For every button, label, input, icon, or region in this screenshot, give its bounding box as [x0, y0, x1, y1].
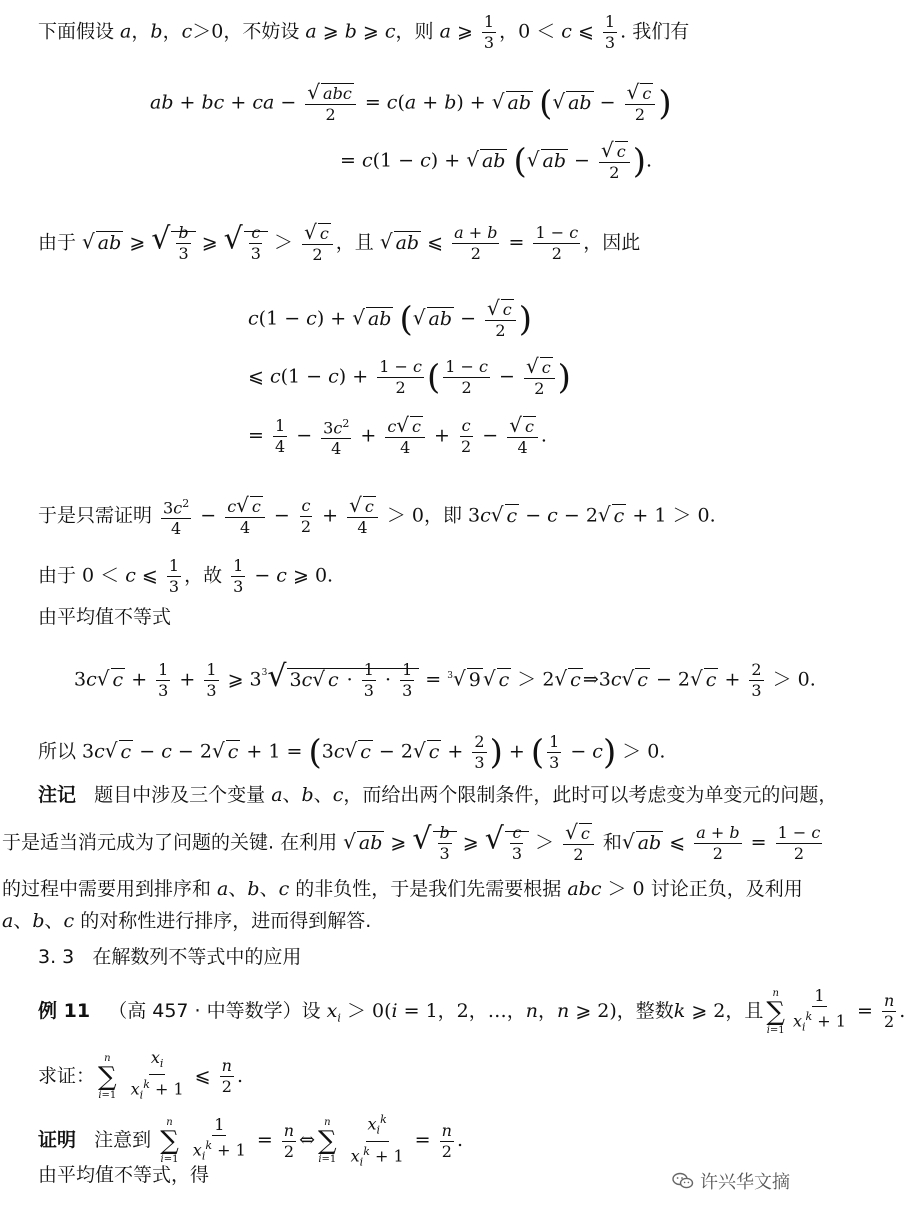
amgm-intro: 由平均值不等式: [38, 606, 172, 628]
proof-line: 证明 注意到 n ∑ i=1 1 $x_i^k + 1$ = $\frac{n}{2}$ ⇔ n ∑ i=1 $x_i^k$ $x_i^k + 1$ = $\frac{n}{2}$ .: [38, 1110, 463, 1172]
chain-line-1: c(1 − c) + √ ab (√ ab − $\frac{√ c}{2}$ ): [248, 296, 533, 340]
section-number: 3. 3: [38, 946, 75, 968]
intro-line: 下面假设 a，b，c＞0，不妨设 a ⩾ b ⩾ c，则 a ⩾ $\frac{1}{3}$ ，0 ＜ c ⩽ $\frac{1}{3}$ . 我们有: [38, 12, 690, 52]
wechat-icon: [672, 1172, 694, 1190]
chain-line-3: = $\frac{1}{4}$ − $\frac{3c^2}{4}$ + $\frac{c√ c}{4}$ + $\frac{c}{2}$ − $\frac{√ c}{4}$ .: [248, 413, 547, 459]
amgm-final-intro: 由平均值不等式，得: [38, 1164, 210, 1186]
watermark-text: 许兴华文摘: [700, 1172, 790, 1193]
equation-2: = c(1 − c) + √ ab (√ ab − $\frac{√ c}{2}$ ).: [340, 138, 653, 182]
chain-line-2: ⩽ c(1 − c) + $\frac{1 - c}{2}$ ( $\frac{1 - c}{2}$ − $\frac{√ c}{2}$ ): [248, 354, 571, 398]
prove-line: 求证： n ∑ i=1 $x_i$ $x_i^k + 1$ ⩽ $\frac{n}{2}$ .: [38, 1048, 243, 1102]
remark-label: 注记: [38, 784, 77, 806]
watermark: [672, 1168, 790, 1194]
proof-label: 证明: [38, 1129, 77, 1152]
remark-line-3: 的过程中需要用到排序和 a、b、c 的非负性，于是我们先需要根据 abc ＞ 0 讨论正负，及利用: [2, 878, 803, 900]
since-c-line: 由于 0 ＜ c ⩽ $\frac{1}{3}$ ，故 $\frac{1}{3}$ − c ⩾ 0.: [38, 556, 334, 596]
remark-line-4: a、b、c 的对称性进行排序，进而得到解答.: [2, 910, 372, 932]
remark-line-2: 于是适当消元成为了问题的关键. 在利用 √ ab ⩾ √ $\frac{b}{3}$ ⩾ √ $\frac{c}{3}$ ＞ $\frac{√ c}{2}$ 和√ ab ⩽ $\frac{a + b}{2}$ = $\frac{1 - c}{2}$: [2, 820, 821, 864]
example-line: 例 11 （高 457 · 中等数学）设 $x_i > 0(i = 1$，2，…，n，n ⩾ 2)，整数k ⩾ 2，且 n ∑ i=1 1 $x_i^k + 1$ = $\frac{n}{2}$ .: [38, 986, 905, 1036]
remark-line-1: 注记 题目中涉及三个变量 a、b、c，而给出两个限制条件，此时可以考虑变为单变元的问题，: [38, 784, 838, 806]
since-line: 由于 √ ab ⩾ √ $\frac{b}{3}$ ⩾ √ $\frac{c}{3}$ ＞ $\frac{√ c}{2}$ ，且 √ ab ⩽ $\frac{a + b}{2}$ = $\frac{1 - c}{2}$ ，因此: [38, 220, 641, 264]
section-heading: [38, 948, 301, 967]
equation-1: ab + bc + ca − √ abc 2 = c(a + b) + √ ab (√ ab − $\frac{√ c}{2}$ ): [150, 80, 672, 124]
example-label: 例 11: [38, 999, 91, 1022]
need-prove-line: 于是只需证明 $\frac{3c^2}{4}$ − $\frac{c√ c}{4}$ − $\frac{c}{2}$ + $\frac{√ c}{4}$ ＞ 0，即 3c√ c − c − 2√ c + 1 ＞ 0.: [38, 493, 716, 539]
section-title: 在解数列不等式中的应用: [92, 946, 302, 968]
therefore-line: 所以 3c√ c − c − 2√ c + 1 = (3c√ c − 2√ c + $\frac{2}{3}$ ) + ( $\frac{1}{3}$ − c) ＞ 0.: [38, 732, 666, 773]
amgm-equation: 3c√ c + $\frac{1}{3}$ + $\frac{1}{3}$ ⩾ $3^3√$ 3c√ c · $\frac{1}{3}$ · $\frac{1}{3}$ = $^3$√ 9 √ c ＞ 2√ c ⇒3c√ c − 2√ c + $\frac{2}{3}$ ＞ 0.: [74, 658, 816, 700]
